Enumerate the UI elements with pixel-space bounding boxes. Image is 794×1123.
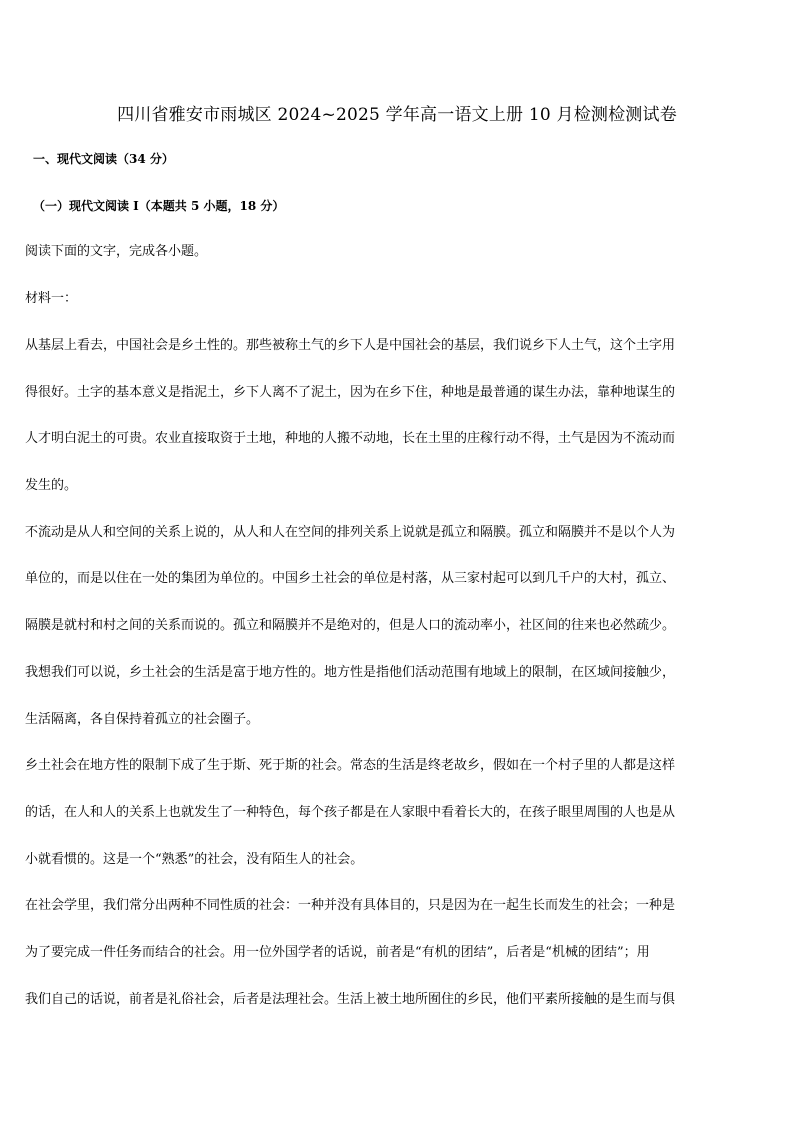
passage-line: 为了要完成一件任务而结合的社会。用一位外国学者的话说，前者是“有机的团结”，后者是“机械的团结”；用 — [25, 944, 650, 960]
passage-line: 乡土社会在地方性的限制下成了生于斯、死于斯的社会。常态的生活是终老故乡，假如在一个村子里的人都是这样 — [25, 758, 676, 774]
passage-line: 隔膜是就村和村之间的关系而说的。孤立和隔膜并不是绝对的，但是人口的流动率小，社区间的往来也必然疏少。 — [25, 618, 676, 634]
sub-heading: （一）现代文阅读 I（本题共 5 小题，18 分） — [33, 199, 285, 213]
section-heading: 一、现代文阅读（34 分） — [33, 152, 174, 166]
passage-line: 从基层上看去，中国社会是乡土性的。那些被称土气的乡下人是中国社会的基层，我们说乡下人土气，这个土字用 — [25, 338, 676, 353]
reading-instruction: 阅读下面的文字，完成各小题。 — [25, 244, 208, 259]
passage-line: 单位的，而是以住在一处的集团为单位的。中国乡土社会的单位是村落，从三家村起可以到几千户的大村，孤立、 — [25, 571, 676, 587]
passage-line: 得很好。土字的基本意义是指泥土，乡下人离不了泥土，因为在乡下住，种地是最普通的谋生办法，靠种地谋生的 — [25, 384, 676, 400]
passage-line: 生活隔离，各自保持着孤立的社会圈子。 — [25, 711, 260, 727]
passage-line: 我想我们可以说，乡土社会的生活是富于地方性的。地方性是指他们活动范围有地域上的限制，在区域间接触少， — [25, 664, 676, 680]
material-label: 材料一： — [25, 291, 78, 306]
passage-line: 的话，在人和人的关系上也就发生了一种特色，每个孩子都是在人家眼中看着长大的，在孩子眼里周围的人也是从 — [25, 804, 676, 820]
passage-line: 我们自己的话说，前者是礼俗社会，后者是法理社会。生活上被土地所囿住的乡民，他们平素所接触的是生而与俱 — [25, 991, 676, 1007]
passage-line: 不流动是从人和空间的关系上说的，从人和人在空间的排列关系上说就是孤立和隔膜。孤立和隔膜并不是以个人为 — [25, 524, 676, 540]
passage-line: 在社会学里，我们常分出两种不同性质的社会：一种并没有具体目的，只是因为在一起生长而发生的社会；一种是 — [25, 898, 676, 914]
passage-line: 发生的。 — [25, 478, 78, 494]
document-title: 四川省雅安市雨城区 2024~2025 学年高一语文上册 10 月检测检测试卷 — [117, 105, 677, 125]
passage-line: 人才明白泥土的可贵。农业直接取资于土地，种地的人搬不动地，长在土里的庄稼行动不得，土气是因为不流动而 — [25, 431, 676, 447]
passage-body — [25, 336, 773, 1036]
passage-line: 小就看惯的。这是一个“熟悉”的社会，没有陌生人的社会。 — [25, 851, 364, 867]
